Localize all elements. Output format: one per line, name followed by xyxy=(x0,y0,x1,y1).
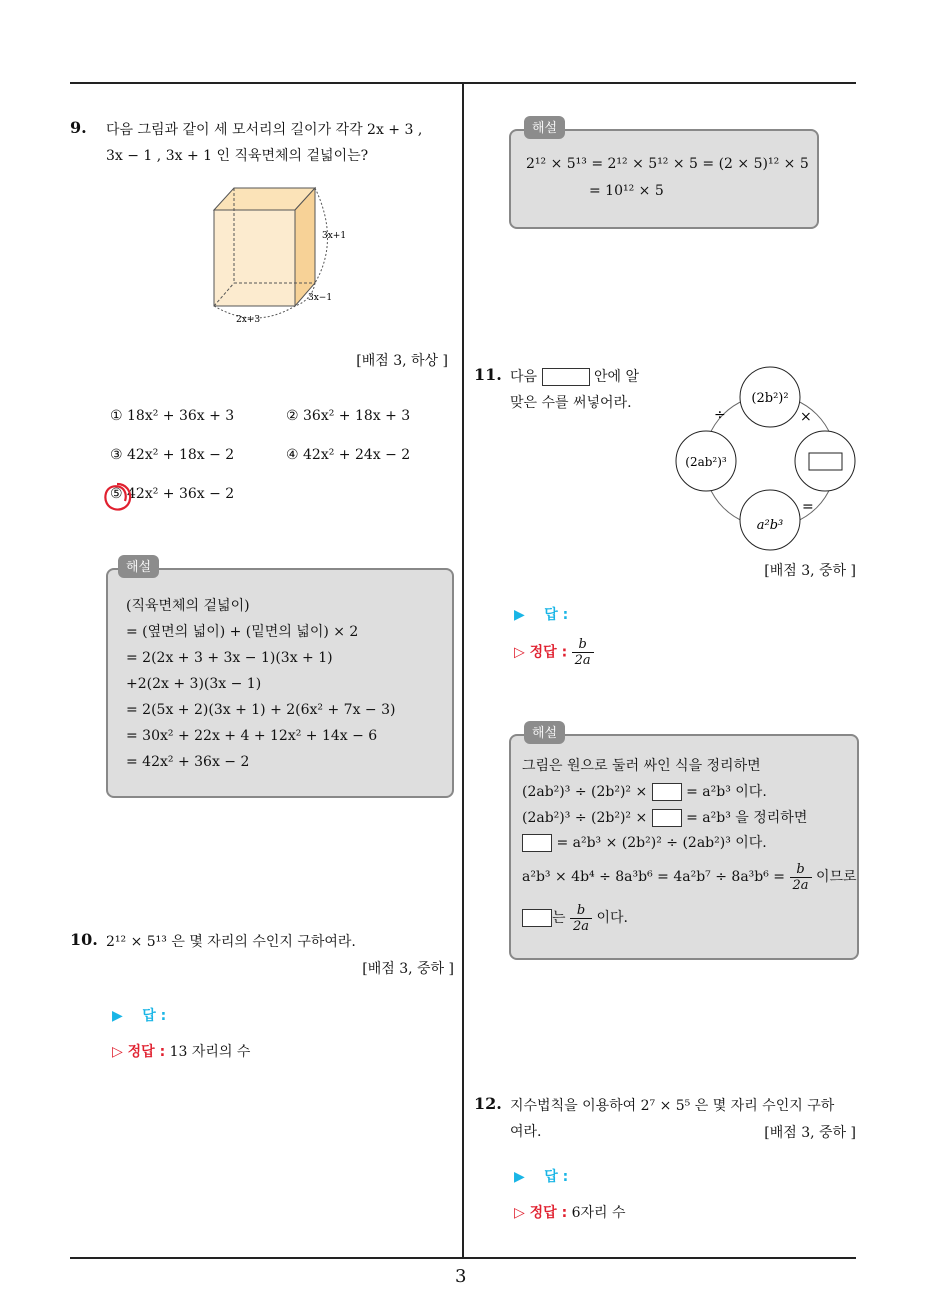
op-equals: = xyxy=(802,499,814,515)
q11-explain-line3: (2ab²)³ ÷ (2b²)² × = a²b³ 을 정리하면 xyxy=(522,810,808,826)
q10-explanation-box xyxy=(509,129,819,229)
q9-number: 9. xyxy=(70,118,87,137)
fig-width-label: 2x+3 xyxy=(236,315,261,325)
q9-explain-line: = 42x² + 36x − 2 xyxy=(126,754,250,770)
q12-score: [배점 3, 중하 ] xyxy=(764,1125,856,1141)
q9-explain-line: = 2(2x + 3 + 3x − 1)(3x + 1) xyxy=(126,650,333,666)
q9-score: [배점 3, 하상 ] xyxy=(356,353,448,369)
q12-number: 12. xyxy=(474,1094,502,1113)
q11-explain-line1: 그림은 원으로 둘러 싸인 식을 정리하면 xyxy=(522,758,761,774)
q10-explanation-tag: 해설 xyxy=(524,116,565,139)
q12-line1: 지수법칙을 이용하여 2⁷ × 5⁵ 은 몇 자리 수인지 구하 xyxy=(510,1098,835,1114)
cuboid-figure xyxy=(200,180,360,330)
q11-explain-line5: a²b³ × 4b⁴ ÷ 8a³b⁶ = 4a²b⁷ ÷ 8a³b⁶ = $\frac{b}{2a}$ 이므로 xyxy=(522,861,857,893)
q10-correct: ▷ 정답 : 13 자리의 수 xyxy=(112,1044,251,1060)
q11-blank-box xyxy=(542,368,590,386)
q11-number: 11. xyxy=(474,365,502,384)
circle-bottom-label: a²b³ xyxy=(756,518,784,533)
q11-explanation-tag: 해설 xyxy=(524,721,565,744)
q11-line1: 다음 안에 알 xyxy=(510,369,639,385)
q10-answer-label: ▶ 답 : xyxy=(112,1008,167,1024)
q11-explain-line4: = a²b³ × (2b²)² ÷ (2ab²)³ 이다. xyxy=(522,833,767,853)
fig-depth-label: 3x−1 xyxy=(308,293,333,303)
q10-explain-line1: 2¹² × 5¹³ = 2¹² × 5¹² × 5 = (2 × 5)¹² × 5 xyxy=(526,156,809,172)
q11-correct: ▷ 정답 : $\frac{b}{2a}$ xyxy=(514,637,594,668)
circle-top-label: (2b²)² xyxy=(751,391,789,406)
q11-explain-line2: (2ab²)³ ÷ (2b²)² × = a²b³ 이다. xyxy=(522,784,767,800)
q9-line2: 3x − 1 , 3x + 1 인 직육면체의 겉넓이는? xyxy=(106,148,369,164)
circle-left-label: (2ab²)³ xyxy=(685,455,727,469)
q9-explain-line: = 2(5x + 2)(3x + 1) + 2(6x² + 7x − 3) xyxy=(126,702,396,718)
q9-choice-1[interactable]: ① 18x² + 36x + 3 xyxy=(110,408,235,424)
correct-answer-circle-icon xyxy=(100,480,134,514)
q9-line1: 다음 그림과 같이 세 모서리의 길이가 각각 2x + 3 , xyxy=(106,122,423,138)
q10-text: 2¹² × 5¹³ 은 몇 자리의 수인지 구하여라. xyxy=(106,934,356,950)
q11-answer-label: ▶ 답 : xyxy=(514,607,569,623)
q12-answer-label: ▶ 답 : xyxy=(514,1169,569,1185)
q12-line2: 여라. xyxy=(510,1124,542,1140)
q11-explain-line6: 는 $\frac{b}{2a}$ 이다. xyxy=(522,901,628,935)
op-times: × xyxy=(800,409,812,425)
q9-choice-5[interactable]: ⑤ 42x² + 36x − 2 xyxy=(110,486,235,502)
q11-line2: 맞은 수를 써넣어라. xyxy=(510,395,632,411)
q9-explain-line: = (옆면의 넓이) + (밑면의 넓이) × 2 xyxy=(126,624,359,640)
fig-height-label: 3x+1 xyxy=(322,231,347,241)
q9-choice-4[interactable]: ④ 42x² + 24x − 2 xyxy=(286,447,411,463)
page-number: 3 xyxy=(455,1266,467,1287)
q10-score: [배점 3, 중하 ] xyxy=(362,961,454,977)
q9-explain-line: +2(2x + 3)(3x − 1) xyxy=(126,676,262,692)
diagram-blank-box xyxy=(809,453,842,470)
column-divider xyxy=(462,83,464,1258)
q10-number: 10. xyxy=(70,930,98,949)
op-divide: ÷ xyxy=(714,407,726,423)
q9-choice-2[interactable]: ② 36x² + 18x + 3 xyxy=(286,408,411,424)
q9-explain-line: (직육면체의 겉넓이) xyxy=(126,598,250,614)
q9-choice-3[interactable]: ③ 42x² + 18x − 2 xyxy=(110,447,235,463)
q11-circle-diagram xyxy=(670,365,870,555)
q10-explain-line2: = 10¹² × 5 xyxy=(589,183,664,199)
q11-score: [배점 3, 중하 ] xyxy=(764,563,856,579)
q12-correct: ▷ 정답 : 6자리 수 xyxy=(514,1205,626,1221)
q9-explanation-tag: 해설 xyxy=(118,555,159,578)
q9-explain-line: = 30x² + 22x + 4 + 12x² + 14x − 6 xyxy=(126,728,378,744)
